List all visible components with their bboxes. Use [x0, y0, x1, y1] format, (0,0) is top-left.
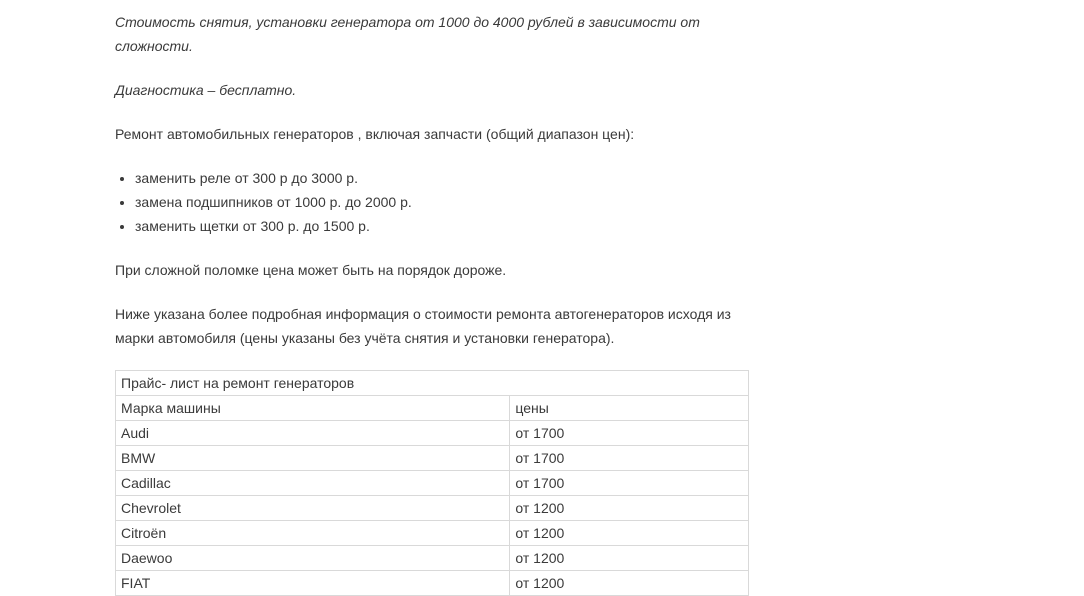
table-row [116, 571, 749, 596]
price-cell: от 1200 [510, 546, 749, 571]
table-row [116, 446, 749, 471]
price-cell: от 1200 [510, 496, 749, 521]
brand-cell: FIAT [116, 571, 510, 596]
table-row [116, 496, 749, 521]
header-price: цены [510, 396, 749, 421]
table-title: Прайс- лист на ремонт генераторов [116, 371, 749, 396]
repair-list-item: • заменить щетки от 300 р. до 1500 р. [135, 214, 755, 238]
brand-cell: Cadillac [116, 471, 510, 496]
repair-heading-text: Ремонт автомобильных генераторов , включая запчасти (общий диапазон цен): [115, 126, 635, 142]
table-row [116, 471, 749, 496]
repair-list-item: • замена подшипников от 1000 р. до 2000 р. [135, 190, 755, 214]
price-cell: от 1700 [510, 471, 749, 496]
table-row [116, 546, 749, 571]
article-content [115, 10, 755, 596]
brand-cell: Audi [116, 421, 510, 446]
table-row [116, 521, 749, 546]
brand-cell: Daewoo [116, 546, 510, 571]
header-brand: Марка машины [116, 396, 510, 421]
price-cell: от 1200 [510, 571, 749, 596]
table-title-row [116, 371, 749, 396]
repair-list-item: • заменить реле от 300 р до 3000 р. [135, 166, 755, 190]
details-note-text: Ниже указана более подробная информация о стоимости ремонта автогенераторов исходя из марки автомобиля (цены указаны без учёта снятия и установки генератора). [115, 306, 731, 346]
removal-install-cost-text: Стоимость снятия, установки генератора от 1000 до 4000 рублей в зависимости от сложности. [115, 14, 700, 54]
brand-cell: Citroën [116, 521, 510, 546]
table-row [116, 421, 749, 446]
brand-cell: BMW [116, 446, 510, 471]
repair-list [115, 166, 755, 238]
price-cell: от 1700 [510, 421, 749, 446]
brand-cell: Chevrolet [116, 496, 510, 521]
price-cell: от 1700 [510, 446, 749, 471]
price-cell: от 1200 [510, 521, 749, 546]
diagnostics-text: Диагностика – бесплатно. [115, 82, 297, 98]
complex-note-text: При сложной поломке цена может быть на порядок дороже. [115, 262, 507, 278]
table-header-row [116, 396, 749, 421]
price-table [115, 370, 749, 596]
